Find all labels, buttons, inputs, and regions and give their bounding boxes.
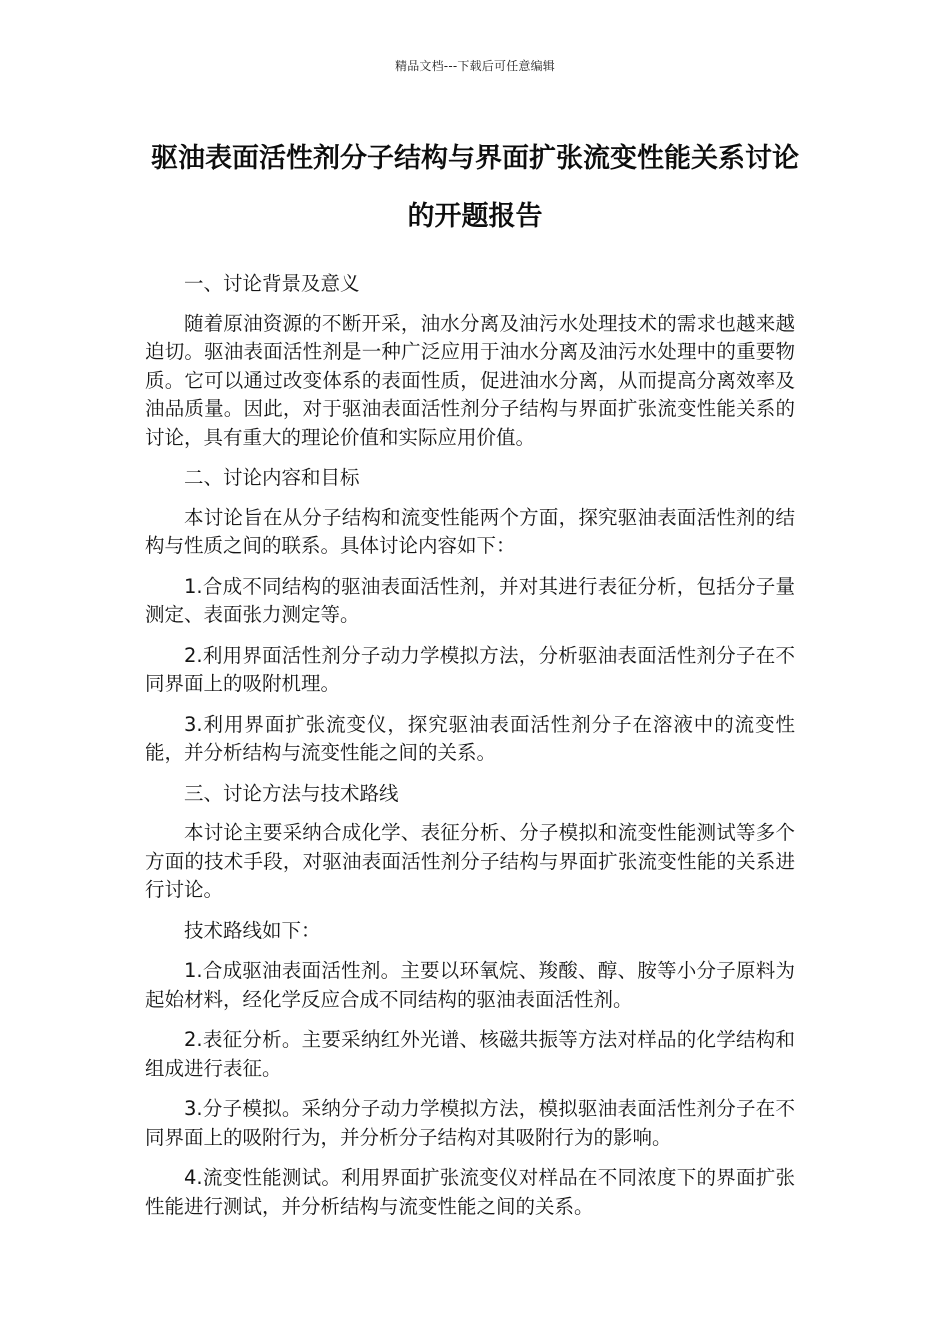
paragraph: 本讨论主要采纳合成化学、表征分析、分子模拟和流变性能测试等多个方面的技术手段，对驱油表面活性剂分子结构与界面扩张流变性能的关系进行讨论。 — [145, 821, 795, 901]
section-heading-content: 二、讨论内容和目标 — [184, 466, 360, 489]
document-title: 驱油表面活性剂分子结构与界面扩张流变性能关系讨论的开题报告 — [151, 143, 799, 232]
section-heading-background: 一、讨论背景及意义 — [184, 272, 360, 295]
paragraph: 本讨论旨在从分子结构和流变性能两个方面，探究驱油表面活性剂的结构与性质之间的联系。具体讨论内容如下： — [145, 505, 795, 557]
section-heading-methods: 三、讨论方法与技术路线 — [184, 781, 399, 805]
list-item: 2.利用界面活性剂分子动力学模拟方法，分析驱油表面活性剂分子在不同界面上的吸附机理。 — [145, 643, 795, 695]
header-note: 精品文档---下载后可任意编辑 — [395, 59, 555, 73]
list-item: 4.流变性能测试。利用界面扩张流变仪对样品在不同浓度下的界面扩张性能进行测试，并分析结构与流变性能之间的关系。 — [145, 1166, 795, 1218]
paragraph: 技术路线如下： — [184, 918, 321, 942]
list-item: 3.分子模拟。采纳分子动力学模拟方法，模拟驱油表面活性剂分子在不同界面上的吸附行为，并分析分子结构对其吸附行为的影响。 — [145, 1097, 795, 1149]
list-item: 3.利用界面扩张流变仪，探究驱油表面活性剂分子在溶液中的流变性能，并分析结构与流变性能之间的关系。 — [145, 712, 795, 764]
document-body — [145, 270, 795, 1233]
list-item: 2.表征分析。主要采纳红外光谱、核磁共振等方法对样品的化学结构和组成进行表征。 — [145, 1028, 795, 1080]
list-item: 1.合成驱油表面活性剂。主要以环氧烷、羧酸、醇、胺等小分子原料为起始材料，经化学反应合成不同结构的驱油表面活性剂。 — [145, 959, 795, 1011]
paragraph: 随着原油资源的不断开采，油水分离及油污水处理技术的需求也越来越迫切。驱油表面活性剂是一种广泛应用于油水分离及油污水处理中的重要物质。它可以通过改变体系的表面性质，促进油水分离，从而提高分离效率及油品质量。因此，对于驱油表面活性剂分子结构与界面扩张流变性能关系的讨论，具有重大的理论价值和实际应用价值。 — [145, 311, 795, 449]
list-item: 1.合成不同结构的驱油表面活性剂，并对其进行表征分析，包括分子量测定、表面张力测定等。 — [145, 574, 795, 626]
